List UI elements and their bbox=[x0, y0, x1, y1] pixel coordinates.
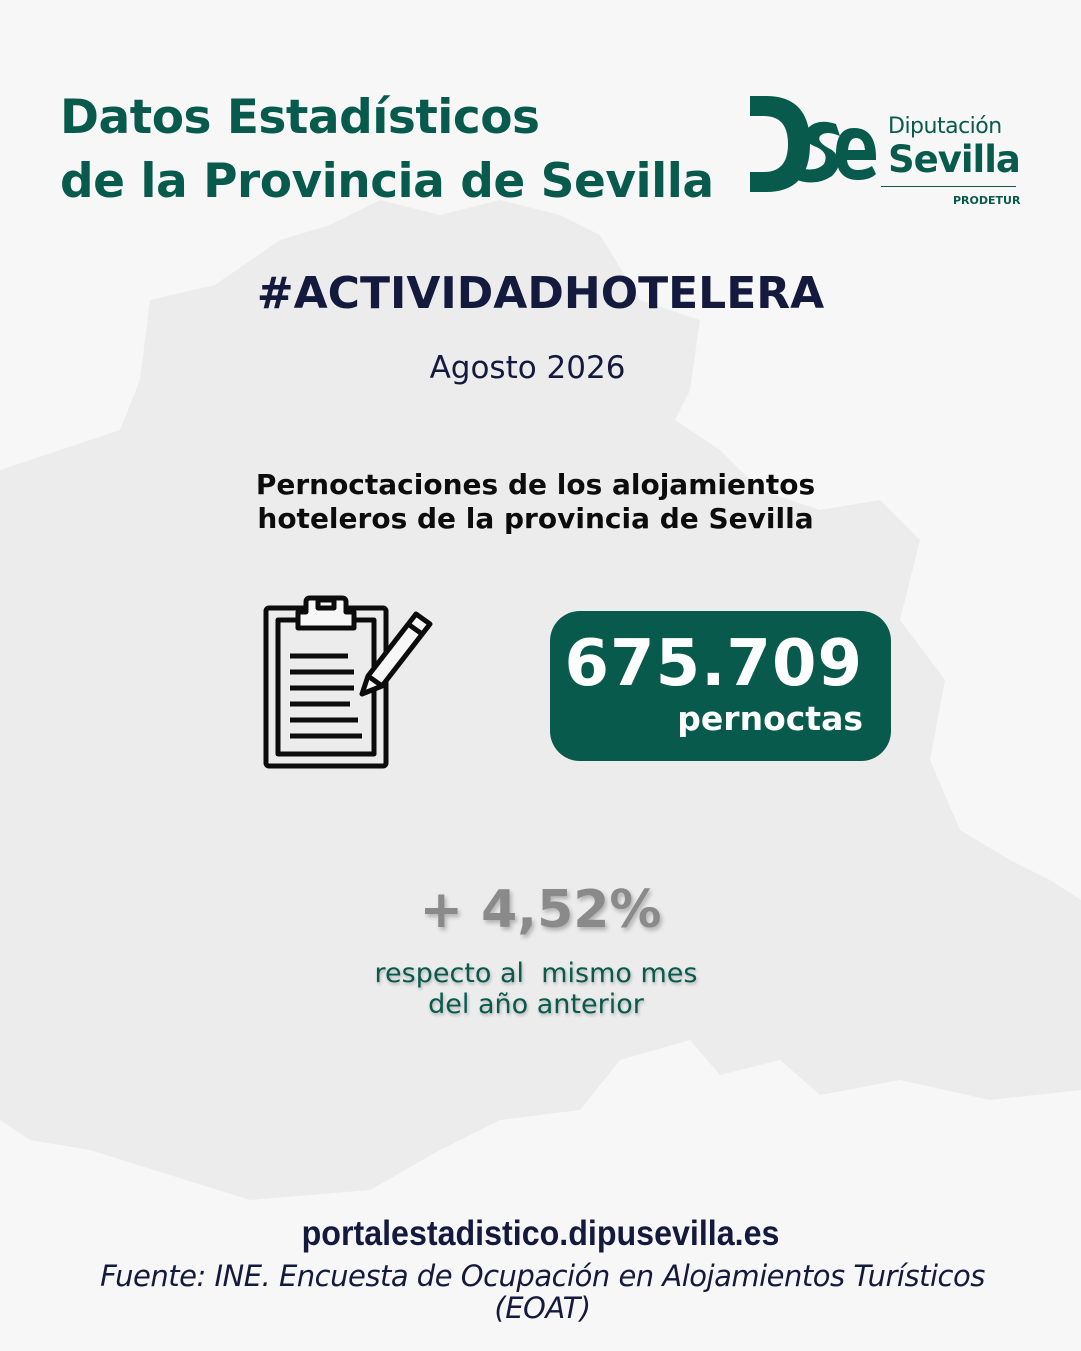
hashtag-heading: #ACTIVIDADHOTELERA bbox=[256, 268, 825, 319]
change-note bbox=[0, 958, 1072, 1020]
period-label: Agosto 2026 bbox=[429, 350, 626, 386]
metric-description-line-2: hoteleros de la provincia de Sevilla bbox=[257, 502, 814, 535]
change-note-line-2: del año anterior bbox=[428, 989, 644, 1020]
page-title bbox=[60, 86, 714, 214]
metric-description bbox=[0, 468, 1071, 536]
clipboard-pencil-icon bbox=[258, 594, 438, 774]
change-note-line-1: respecto al mismo mes bbox=[374, 958, 698, 989]
logo-text-sevilla: Sevilla bbox=[888, 138, 1020, 181]
metric-description-line-1: Pernoctaciones de los alojamientos bbox=[255, 468, 816, 501]
diputacion-sevilla-logo bbox=[748, 94, 1023, 212]
year-over-year-change: + 4,52% bbox=[419, 880, 662, 940]
overnight-stays-value: 675.709 bbox=[564, 627, 863, 701]
data-source: Fuente: INE. Encuesta de Ocupación en Alojamientos Turísticos (EOAT) bbox=[100, 1259, 985, 1325]
logo-divider bbox=[881, 186, 1016, 187]
overnight-stays-card bbox=[550, 611, 891, 761]
portal-url: portalestadistico.dipusevilla.es bbox=[301, 1214, 780, 1253]
dse-logo-mark bbox=[748, 94, 878, 194]
logo-text-prodetur: PRODETUR bbox=[953, 194, 1021, 207]
title-line-1: Datos Estadísticos bbox=[60, 90, 540, 145]
title-line-2: de la Provincia de Sevilla bbox=[60, 154, 714, 209]
overnight-stays-unit: pernoctas bbox=[677, 699, 863, 738]
logo-text-diputacion: Diputación bbox=[888, 114, 1002, 139]
